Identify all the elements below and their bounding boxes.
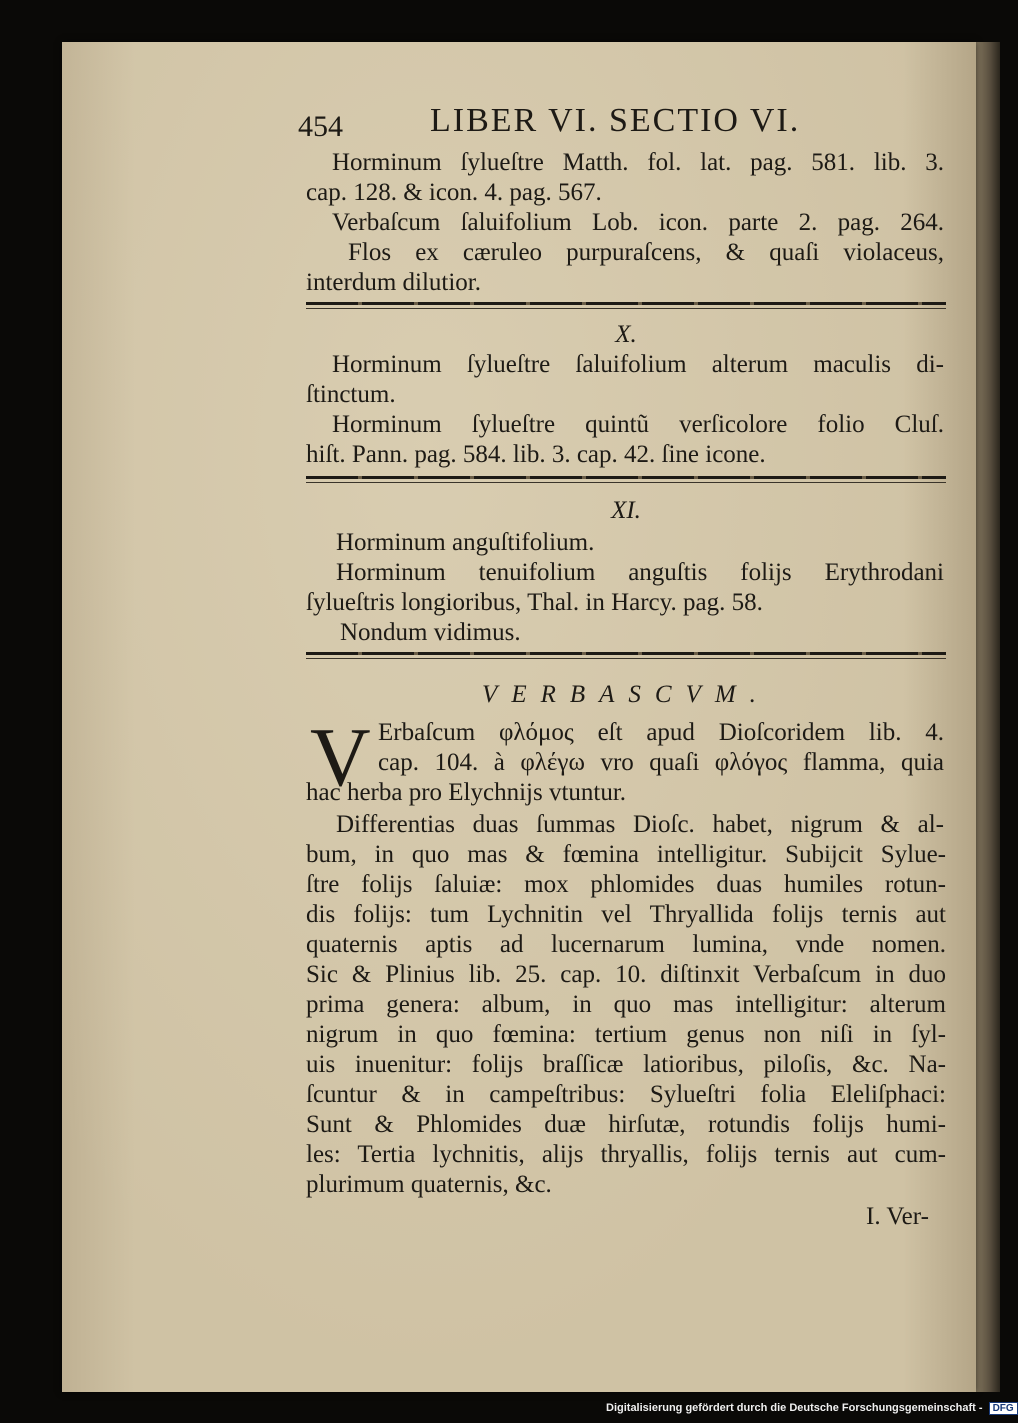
text-line: Horminum ſylueſtre quintũ verſicolore folio Cluſ. xyxy=(332,411,944,438)
text-line: cap. 128. & icon. 4. pag. 567. xyxy=(306,179,602,206)
section-rule-thin xyxy=(306,482,946,483)
section-rule xyxy=(306,302,946,305)
text-line: cap. 104. à φλέγω vro quaſi φλόγος flamma, quia xyxy=(378,749,944,776)
text-line: Horminum ſylueſtre ſaluifolium alterum maculis di- xyxy=(332,351,944,378)
text-line: bum, in quo mas & fœmina intelligitur. Subijcit Sylue- xyxy=(306,841,946,868)
digitization-footer xyxy=(606,1402,1014,1418)
text-line: Horminum anguſtifolium. xyxy=(336,529,595,556)
text-line: les: Tertia lychnitis, alijs thryallis, folijs ternis aut cum- xyxy=(306,1141,946,1168)
text-line: interdum dilutior. xyxy=(306,269,481,296)
text-line: uis inuenitur: folijs braſſicæ latioribus, piloſis, &c. Na- xyxy=(306,1051,946,1078)
catchword: I. Ver- xyxy=(866,1203,929,1230)
section-rule xyxy=(306,652,946,655)
text-line: ſylueſtris longioribus, Thal. in Harcy. pag. 58. xyxy=(306,589,763,616)
running-title: LIBER VI. SECTIO VI. xyxy=(430,102,801,139)
footer-text: Digitalisierung gefördert durch die Deutsche Forschungsgemeinschaft - xyxy=(606,1402,983,1414)
text-line: prima genera: album, in quo mas intelligitur: alterum xyxy=(306,991,946,1018)
text-line: Horminum ſylueſtre Matth. fol. lat. pag. 581. lib. 3. xyxy=(332,149,944,176)
text-line: Erbaſcum φλόμος eſt apud Dioſcoridem lib. 4. xyxy=(378,719,944,746)
page-number: 454 xyxy=(298,110,343,143)
text-line: plurimum quaternis, &c. xyxy=(306,1171,552,1198)
text-line: quaternis aptis ad lucernarum lumina, vnde nomen. xyxy=(306,931,946,958)
drop-capital: V xyxy=(310,711,371,804)
text-line: ſcuntur & in campeſtribus: Sylueſtri folia Eleliſphaci: xyxy=(306,1081,946,1108)
text-line: Flos ex cæruleo purpuraſcens, & quaſi violaceus, xyxy=(348,239,944,266)
text-line: Differentias duas ſummas Dioſc. habet, nigrum & al- xyxy=(336,811,944,838)
section-rule-thin xyxy=(306,308,946,309)
text-line: Nondum vidimus. xyxy=(340,619,521,646)
text-line: ſtre folijs ſaluiæ: mox phlomides duas humiles rotun- xyxy=(306,871,946,898)
dfg-logo: DFG xyxy=(989,1402,1018,1415)
section-rule-thin xyxy=(306,658,946,659)
text-line: Sic & Plinius lib. 25. cap. 10. diſtinxit Verbaſcum in duo xyxy=(306,961,946,988)
text-line: hiſt. Pann. pag. 584. lib. 3. cap. 42. ſine icone. xyxy=(306,441,766,468)
section-numeral: XI. xyxy=(611,497,641,524)
text-line: nigrum in quo fœmina: tertium genus non niſi in ſyl- xyxy=(306,1021,946,1048)
text-line: ſtinctum. xyxy=(306,381,396,408)
text-line: Horminum tenuifolium anguſtis folijs Erythrodani xyxy=(336,559,944,586)
section-title: VERBASCVM. xyxy=(482,681,770,708)
text-line: dis folijs: tum Lychnitin vel Thryallida folijs ternis aut xyxy=(306,901,946,928)
text-line: hac herba pro Elychnijs vtuntur. xyxy=(306,779,627,806)
section-rule xyxy=(306,476,946,479)
text-line: Sunt & Phlomides duæ hirſutæ, rotundis folijs humi- xyxy=(306,1111,946,1138)
text-line: Verbaſcum ſaluifolium Lob. icon. parte 2. pag. 264. xyxy=(332,209,944,236)
section-numeral: X. xyxy=(615,321,637,348)
